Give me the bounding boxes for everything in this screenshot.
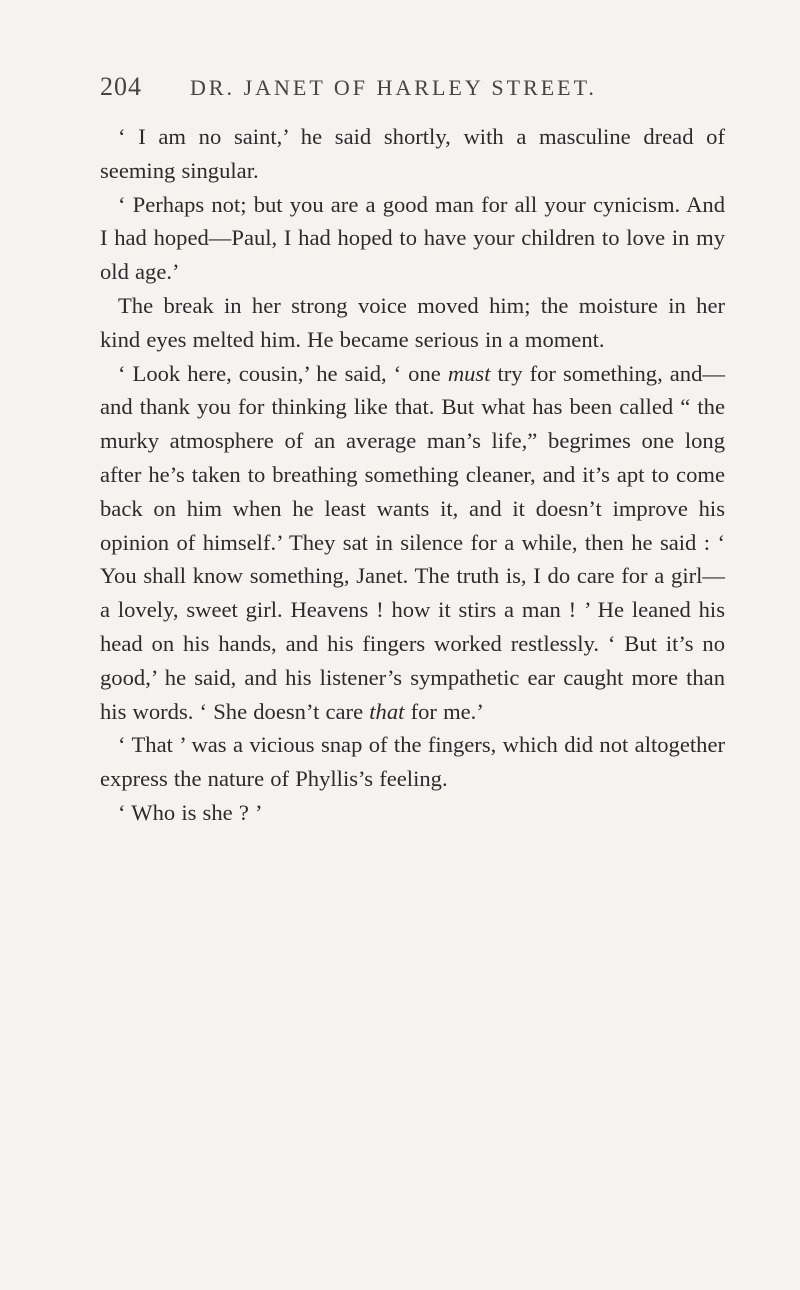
paragraph: The break in her strong voice moved him; the moisture in her kind eyes melted him. He became serious in a moment. xyxy=(100,292,725,352)
running-head xyxy=(100,72,800,112)
emphasis: that xyxy=(369,698,405,724)
running-title: DR. JANET OF HARLEY STREET. xyxy=(190,75,597,100)
paragraph: ‘ I am no saint,’ he said shortly, with a masculine dread of seeming singular. xyxy=(100,124,725,183)
page-number: 204 xyxy=(100,72,142,101)
paragraph: ‘ Perhaps not; but you are a good man for all your cynicism. And I had hoped—Paul, I had hoped to have your children to love in my old age.’ xyxy=(100,191,725,285)
paragraph: ‘ Look here, cousin,’ he said, ‘ one must try for something, and—and thank you for thinking like that. But what has been called “ the murky atmosphere of an average man’s life,” begrimes one long after he’s taken to breathing something cleaner, and it’s apt to come back on him when he least wants it, and it doesn’t improve his opinion of himself.’ They sat in silence for a while, then he said : ‘ You shall know something, Janet. The truth is, I do care for a girl—a lovely, sweet girl. Heavens ! how it stirs a man ! ’ He leaned his head on his hands, and his fingers worked restlessly. ‘ But it’s no good,’ he said, and his listener’s sympathetic ear caught more than his words. ‘ She doesn’t care that for me.’ xyxy=(100,360,725,724)
paragraph: ‘ Who is she ? ’ xyxy=(118,799,263,825)
paragraph: ‘ That ’ was a vicious snap of the fingers, which did not altogether express the nature of Phyllis’s feeling. xyxy=(100,732,725,792)
emphasis: must xyxy=(447,360,491,386)
body-text xyxy=(100,120,725,830)
